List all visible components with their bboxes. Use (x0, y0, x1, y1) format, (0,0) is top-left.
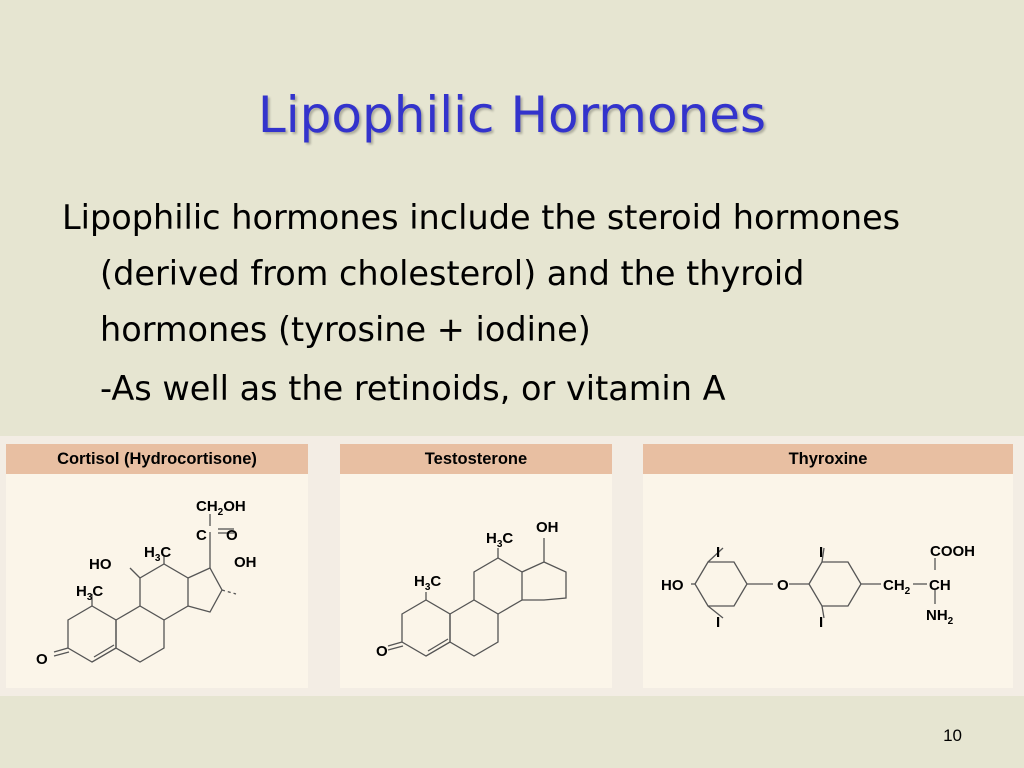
page-number: 10 (943, 726, 962, 745)
cortisol-o-label: O (226, 527, 238, 544)
thyroxine-iodine-lower-left: I (716, 614, 721, 631)
thyroxine-ch-label: CH (929, 577, 951, 594)
cortisol-ch2oh-label: $CH_2OH$ (196, 498, 246, 518)
thyroxine-cooh-label: COOH (930, 543, 975, 560)
thyroxine-iodine-upper-right: I (819, 544, 824, 561)
slide-title: Lipophilic Hormones (257, 86, 767, 144)
testosterone-oh-label: OH (536, 519, 559, 536)
cortisol-structure (6, 474, 308, 688)
thyroxine-iodine-lower-right: I (819, 614, 824, 631)
cortisol-title: Cortisol (Hydrocortisone) (6, 444, 308, 474)
thyroxine-structure (643, 474, 1013, 688)
testosterone-ketone-o-label: O (376, 643, 388, 660)
thyroxine-ch2-label: $CH_2$ (883, 577, 911, 597)
cortisol-h3c-upper-label: $H_3C$ (144, 544, 172, 564)
thyroxine-title: Thyroxine (643, 444, 1013, 474)
testosterone-title: Testosterone (340, 444, 612, 474)
cortisol-panel (6, 444, 308, 688)
figure-strip (0, 436, 1024, 696)
thyroxine-nh2-label: $NH_2$ (926, 607, 954, 627)
cortisol-ketone-o-label: O (36, 651, 48, 668)
testosterone-panel (340, 444, 612, 688)
cortisol-c-label: C (196, 527, 207, 544)
thyroxine-ho-label: HO (661, 577, 684, 594)
cortisol-ho-label: HO (89, 556, 112, 573)
testosterone-h3c-upper-label: $H_3C$ (486, 530, 514, 550)
body-paragraph: Lipophilic hormones include the steroid hormones (derived from cholesterol) and the thyroid hormones (tyrosine + iodine) (62, 198, 901, 349)
testosterone-h3c-lower-label: $H_3C$ (414, 573, 442, 593)
thyroxine-iodine-upper-left: I (716, 544, 721, 561)
body-subpoint: -As well as the retinoids, or vitamin A (100, 369, 726, 408)
cortisol-h3c-lower-label: $H_3C$ (76, 583, 104, 603)
thyroxine-panel (643, 444, 1013, 688)
thyroxine-ether-o-label: O (777, 577, 789, 594)
testosterone-structure (340, 474, 612, 688)
cortisol-oh-label: OH (234, 554, 257, 571)
slide-body (62, 190, 962, 420)
